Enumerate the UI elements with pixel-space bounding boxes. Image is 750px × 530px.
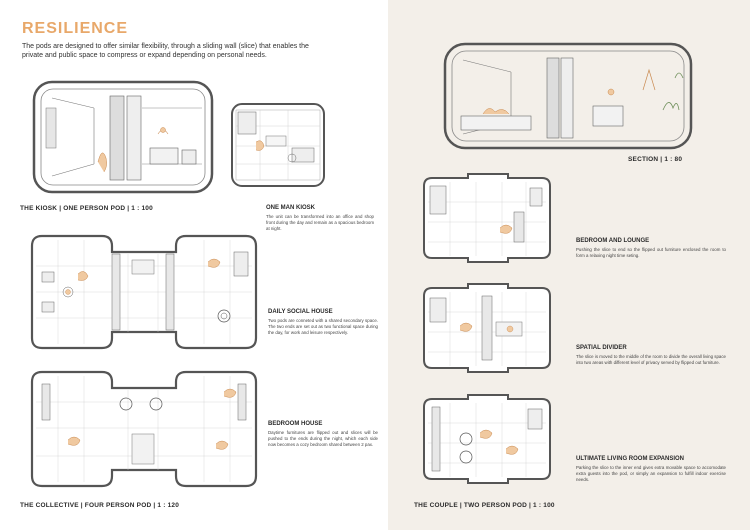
note-heading-bedroom-house: BEDROOM HOUSE xyxy=(268,421,323,427)
couple-caption: THE COUPLE | TWO PERSON POD | 1 : 100 xyxy=(414,502,555,509)
note-text-spatial-divider: The slice is moved to the middle of the room to divide the overall living space into two areas with different level of privacy served by flipped out furniture. xyxy=(576,354,726,365)
daily-social-house-plan xyxy=(28,232,260,352)
kiosk-plan-drawing xyxy=(230,102,326,188)
collective-caption: THE COLLECTIVE | FOUR PERSON POD | 1 : 120 xyxy=(20,502,180,509)
note-text-living-room-expansion: Parking the slice to the inner end gives extra movable space to accomodate extra guests into the pod, or simply an expansion to fulfill indoor exercise needs. xyxy=(576,465,726,482)
section-caption: SECTION | 1 : 80 xyxy=(628,156,683,163)
note-heading-one-man-kiosk: ONE MAN KIOSK xyxy=(266,205,316,211)
note-text-daily-social-house: Two pods are conneted with a shared secondary space. The two ends are set out as two functional space during the day, for work and leisure respectively. xyxy=(268,318,378,335)
bedroom-house-plan xyxy=(28,368,260,490)
note-heading-bedroom-lounge: BEDROOM AND LOUNGE xyxy=(576,238,650,244)
page-title: RESILIENCE xyxy=(22,20,129,37)
note-heading-spatial-divider: SPATIAL DIVIDER xyxy=(576,345,627,351)
note-heading-living-room-expansion: ULTIMATE LIVING ROOM EXPANSION xyxy=(576,456,684,462)
kiosk-caption: THE KIOSK | ONE PERSON POD | 1 : 100 xyxy=(20,205,153,212)
couple-section-drawing xyxy=(443,40,693,152)
note-heading-daily-social-house: DAILY SOCIAL HOUSE xyxy=(268,309,333,315)
couple-plan-living-room-expansion xyxy=(420,393,555,485)
note-text-bedroom-house: Daytime furnitures are flipped out and slices will be pushed to the ends during the night, which each side now becomes a cozy bedroom shared between 2 pax. xyxy=(268,430,378,447)
note-text-bedroom-lounge: Pushing the slice to end so the flipped out furniture enclosed the room to form a relaxing night time seting. xyxy=(576,247,726,258)
intro-text: The pods are designed to offer similar flexibility, through a sliding wall (slice) that enables the private and public space to compress or expand depending on personal needs. xyxy=(22,43,309,59)
couple-plan-bedroom-lounge xyxy=(420,172,555,264)
note-text-one-man-kiosk: The unit can be transformed into an office and shop front during the day and remain as a spacious bedroom at night. xyxy=(266,214,374,231)
kiosk-section-drawing xyxy=(32,78,214,196)
couple-plan-spatial-divider xyxy=(420,282,555,374)
